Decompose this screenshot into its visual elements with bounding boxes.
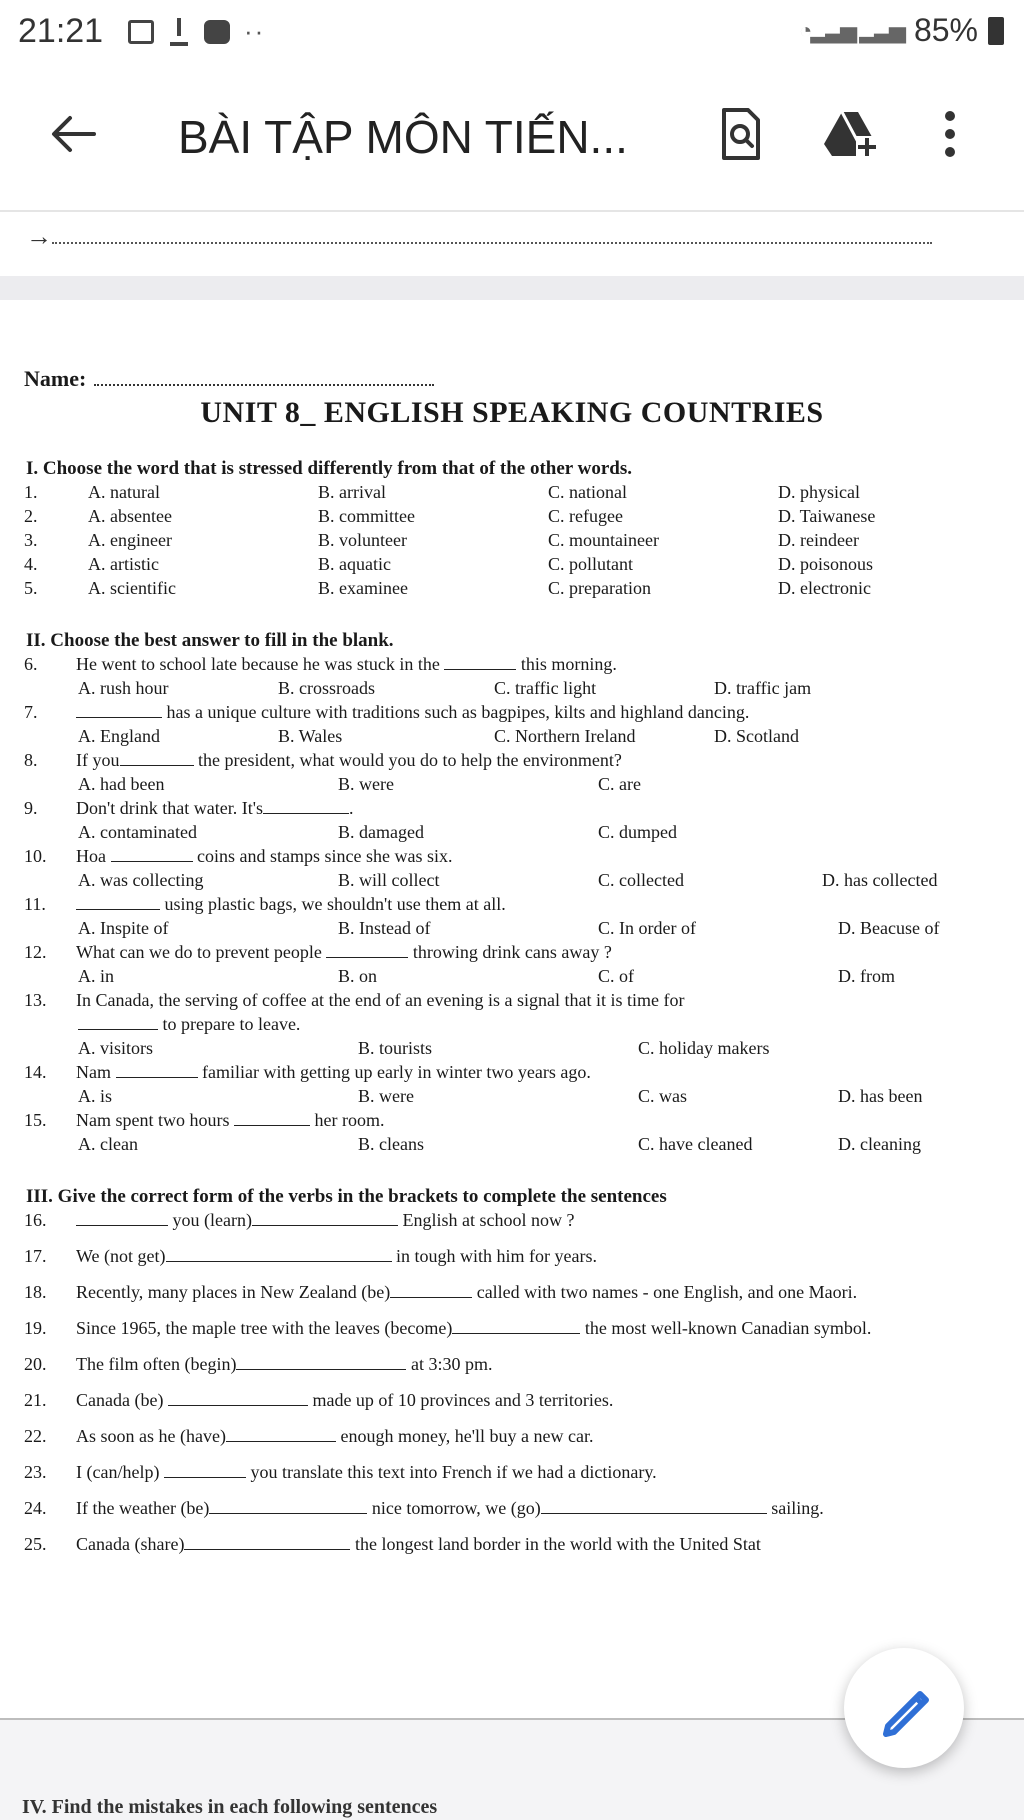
option-c: C. holiday makers (638, 1038, 770, 1058)
option-c: C. In order of (598, 918, 696, 938)
option-d: D. Taiwanese (778, 506, 876, 526)
question-number: 11. (24, 894, 46, 914)
blank (234, 1125, 310, 1126)
option-b: B. on (338, 966, 378, 986)
option-d: D. physical (778, 482, 860, 502)
app-title: BÀI TẬP MÔN TIẾN... (178, 111, 628, 163)
text-part: to prepare to leave. (162, 1014, 301, 1034)
text-part: Recently, many places in New Zealand (be) (76, 1282, 391, 1302)
question-number: 16. (24, 1210, 47, 1230)
question-number: 9. (24, 798, 38, 818)
text-part: If you (76, 750, 120, 770)
edit-fab-button[interactable] (844, 1648, 964, 1768)
text-part: As soon as he (have) (76, 1426, 226, 1446)
text-part: . (348, 798, 354, 818)
text-part: I (can/help) (76, 1462, 160, 1482)
text-part: The film often (begin) (76, 1354, 237, 1374)
text-part: nice tomorrow, we (go) (371, 1498, 541, 1518)
signal-icon: ◔▂▃▅ ▂▃▅ (799, 17, 904, 43)
question-text (76, 1318, 871, 1339)
page-gap (0, 276, 1024, 300)
status-right (799, 12, 1004, 49)
question-number: 12. (24, 942, 47, 962)
notification-icons (128, 16, 265, 47)
blank (263, 813, 349, 814)
question-text (76, 702, 749, 723)
text-part: What can we do to prevent people (76, 942, 322, 962)
blank (166, 1261, 392, 1262)
option-a: A. had been (78, 774, 165, 794)
option-c: C. of (598, 966, 634, 986)
option-d: D. has been (838, 1086, 923, 1106)
option-b: B. arrival (318, 482, 386, 502)
option-d: D. electronic (778, 578, 871, 598)
text-part: He went to school late because he was stuck in the (76, 654, 440, 674)
question-text (76, 1462, 657, 1483)
text-part: you translate this text into French if we had a dictionary. (250, 1462, 657, 1482)
question-text (76, 1498, 824, 1519)
search-document-icon[interactable] (710, 104, 770, 164)
text-part: throwing drink cans away ? (412, 942, 612, 962)
text-part: We (not get) (76, 1246, 166, 1266)
status-bar (0, 0, 1024, 62)
question-text (76, 1246, 597, 1267)
text-part: called with two names - one English, and one Maori. (476, 1282, 858, 1302)
section-2-title: II. Choose the best answer to fill in the blank. (26, 630, 394, 651)
option-c: C. traffic light (494, 678, 597, 698)
option-b: B. will collect (338, 870, 440, 890)
option-b: B. Wales (278, 726, 343, 746)
question-text (76, 1282, 857, 1303)
blank (541, 1513, 767, 1514)
question-number: 19. (24, 1318, 47, 1338)
document-page (0, 300, 1024, 1720)
row-number: 5. (24, 578, 38, 598)
previous-page-strip (0, 212, 1024, 282)
text-part: Canada (share) (76, 1534, 185, 1554)
more-options-icon[interactable] (930, 104, 970, 164)
status-time: 21:21 (18, 12, 104, 50)
option-a: A. is (78, 1086, 113, 1106)
gallery-icon (128, 20, 154, 44)
question-number: 23. (24, 1462, 47, 1482)
pencil-icon (844, 1648, 964, 1768)
blank (76, 1225, 168, 1226)
question-text (76, 654, 617, 675)
name-dotted-line (94, 384, 434, 386)
question-text (76, 798, 353, 819)
question-text (76, 1210, 574, 1231)
section-4-title: IV. Find the mistakes in each following sentences (22, 1796, 438, 1818)
battery-icon (988, 17, 1004, 45)
question-number: 13. (24, 990, 47, 1010)
question-text (76, 1390, 613, 1411)
option-a: A. visitors (78, 1038, 154, 1058)
option-a: A. clean (78, 1134, 138, 1154)
question-number: 17. (24, 1246, 47, 1266)
text-part: English at school now ? (402, 1210, 575, 1230)
option-d: D. from (838, 966, 895, 986)
question-number: 6. (24, 654, 38, 674)
add-to-drive-icon[interactable] (820, 104, 880, 164)
text-part: Nam spent two hours (76, 1110, 230, 1130)
option-d: D. has collected (822, 870, 938, 890)
text-part: you (learn) (172, 1210, 252, 1230)
question-number: 14. (24, 1062, 47, 1082)
option-a: A. natural (88, 482, 160, 502)
text-part: at 3:30 pm. (410, 1354, 493, 1374)
text-part: the longest land border in the world with the United Stat (354, 1534, 761, 1554)
blank (168, 1405, 308, 1406)
option-a: A. England (78, 726, 160, 746)
dotted-line (52, 242, 932, 244)
option-a: A. artistic (88, 554, 159, 574)
question-text (76, 1534, 761, 1555)
text-part: her room. (314, 1110, 385, 1130)
name-label: Name: (24, 366, 87, 391)
option-b: B. were (338, 774, 394, 794)
blank (209, 1513, 367, 1514)
section-3-title: III. Give the correct form of the verbs in the brackets to complete the sentences (26, 1186, 667, 1207)
option-b: B. Instead of (338, 918, 431, 938)
blank (252, 1225, 398, 1226)
option-c: C. preparation (548, 578, 651, 598)
blank (78, 1029, 158, 1030)
text-part: in tough with him for years. (396, 1246, 598, 1266)
question-text: In Canada, the serving of coffee at the end of an evening is a signal that it is time for (76, 990, 685, 1010)
question-text (76, 1062, 591, 1083)
option-d: D. Scotland (714, 726, 799, 746)
option-b: B. damaged (338, 822, 424, 842)
text-part: Canada (be) (76, 1390, 164, 1410)
blank (236, 1369, 406, 1370)
option-c: C. dumped (598, 822, 677, 842)
option-c: C. have cleaned (638, 1134, 753, 1154)
question-number: 18. (24, 1282, 47, 1302)
option-b: B. aquatic (318, 554, 391, 574)
text-part: Nam (76, 1062, 111, 1082)
question-number: 8. (24, 750, 38, 770)
question-text (76, 894, 506, 915)
question-text (76, 846, 452, 867)
unit-title: UNIT 8_ ENGLISH SPEAKING COUNTRIES (200, 396, 824, 429)
blank (326, 957, 408, 958)
question-text (78, 1014, 300, 1035)
option-d: D. poisonous (778, 554, 874, 574)
option-b: B. tourists (358, 1038, 433, 1058)
app-bar (0, 62, 1024, 212)
text-part: sailing. (771, 1498, 824, 1518)
option-a: A. was collecting (78, 870, 204, 890)
text-part: has a unique culture with traditions such as bagpipes, kilts and highland dancing. (166, 702, 750, 722)
option-c: C. was (638, 1086, 687, 1106)
blank (76, 909, 160, 910)
row-number: 2. (24, 506, 38, 526)
back-arrow-icon[interactable] (42, 102, 106, 166)
option-d: D. reindeer (778, 530, 859, 550)
question-number: 22. (24, 1426, 47, 1446)
option-d: D. cleaning (838, 1134, 921, 1154)
option-a: A. rush hour (78, 678, 169, 698)
question-number: 7. (24, 702, 38, 722)
download-icon (168, 18, 190, 46)
option-b: B. volunteer (318, 530, 407, 550)
question-text (76, 750, 622, 771)
text-part: Hoa (76, 846, 106, 866)
option-c: C. national (548, 482, 627, 502)
question-text (76, 942, 612, 963)
question-text (76, 1110, 384, 1131)
option-c: C. collected (598, 870, 684, 890)
text-part: familiar with getting up early in winter two years ago. (202, 1062, 591, 1082)
text-part: the most well-known Canadian symbol. (584, 1318, 872, 1338)
option-c: C. mountaineer (548, 530, 659, 550)
blank (444, 669, 516, 670)
option-c: C. refugee (548, 506, 623, 526)
option-a: A. absentee (88, 506, 172, 526)
more-notifications-icon: ·· (244, 16, 266, 46)
option-c: C. pollutant (548, 554, 633, 574)
text-part: using plastic bags, we shouldn't use them at all. (164, 894, 506, 914)
blank (164, 1477, 246, 1478)
option-b: B. were (358, 1086, 414, 1106)
question-number: 20. (24, 1354, 47, 1374)
text-part: made up of 10 provinces and 3 territories. (312, 1390, 614, 1410)
option-a: A. contaminated (78, 822, 197, 842)
text-part: coins and stamps since she was six. (197, 846, 453, 866)
question-text (76, 1426, 593, 1447)
question-number: 21. (24, 1390, 47, 1410)
option-a: A. in (78, 966, 114, 986)
question-number: 15. (24, 1110, 47, 1130)
blank (120, 765, 194, 766)
row-number: 3. (24, 530, 38, 550)
option-d: D. Beacuse of (838, 918, 940, 938)
blank (390, 1297, 472, 1298)
name-field (24, 366, 434, 392)
question-number: 24. (24, 1498, 47, 1518)
arrow-right-icon: → (26, 222, 52, 251)
question-text (76, 1354, 492, 1375)
option-c: C. Northern Ireland (494, 726, 636, 746)
option-d: D. traffic jam (714, 678, 812, 698)
text-part: this morning. (520, 654, 617, 674)
text-part: enough money, he'll buy a new car. (340, 1426, 594, 1446)
blank (226, 1441, 336, 1442)
option-a: A. engineer (88, 530, 172, 550)
blank (184, 1549, 350, 1550)
option-b: B. committee (318, 506, 415, 526)
option-a: A. scientific (88, 578, 176, 598)
text-part: Don't drink that water. It's (76, 798, 263, 818)
row-number: 1. (24, 482, 38, 502)
text-part: Since 1965, the maple tree with the leaves (become) (76, 1318, 453, 1338)
blank (111, 861, 193, 862)
battery-percent: 85% (913, 12, 978, 48)
text-part: the president, what would you do to help the environment? (198, 750, 622, 770)
row-number: 4. (24, 554, 38, 574)
blank (76, 717, 162, 718)
text-part: If the weather (be) (76, 1498, 210, 1518)
question-number: 25. (24, 1534, 47, 1554)
youtube-icon (204, 20, 230, 44)
question-number: 10. (24, 846, 47, 866)
option-b: B. crossroads (278, 678, 375, 698)
option-b: B. examinee (318, 578, 408, 598)
option-b: B. cleans (358, 1134, 424, 1154)
blank (452, 1333, 580, 1334)
blank (116, 1077, 198, 1078)
section-1-title: I. Choose the word that is stressed differently from that of the other words. (26, 458, 633, 479)
option-c: C. are (598, 774, 641, 794)
option-a: A. Inspite of (78, 918, 169, 938)
